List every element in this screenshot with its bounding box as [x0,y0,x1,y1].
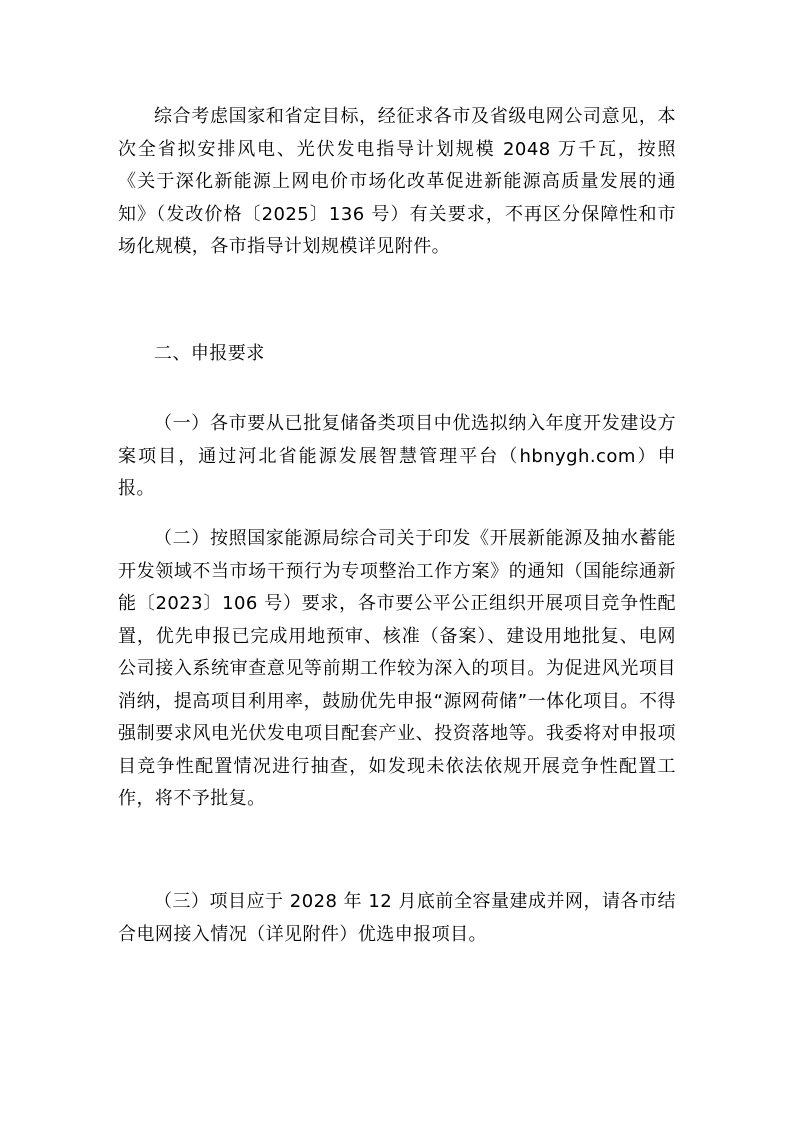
section-heading-requirements: 二、申报要求 [154,343,265,364]
paragraph-planning-scale: 综合考虑国家和省定目标，经征求各市及省级电网公司意见，本次全省拟安排风电、光伏发电指导计划规模 2048 万千瓦，按照《关于深化新能源上网电价市场化改革促进新能源高质量发展的通知》（发改价格〔2025〕136 号）有关要求，不再区分保障性和市场化规模，各市指导计划规模详见附件。 [118,106,676,257]
paragraph-requirement-2: （二）按照国家能源局综合司关于印发《开展新能源及抽水蓄能开发领域不当市场干预行为专项整治工作方案》的通知（国能综通新能〔2023〕106 号）要求，各市要公平公正组织开展项目竞争性配置，优先申报已完成用地预审、核准（备案）、建设用地批复、电网公司接入系统审查意见等前期工作较为深入的项目。为促进风光项目消纳，提高项目利用率，鼓励优先申报“源网荷储”一体化项目。不得强制要求风电光伏发电项目配套产业、投资落地等。我委将对申报项目竞争性配置情况进行抽查，如发现未依法依规开展竞争性配置工作，将不予批复。 [118,528,676,809]
paragraph-requirement-1: （一）各市要从已批复储备类项目中优选拟纳入年度开发建设方案项目，通过河北省能源发展智慧管理平台（hbnygh.com）申报。 [118,413,676,499]
paragraph-requirement-3: （三）项目应于 2028 年 12 月底前全容量建成并网，请各市结合电网接入情况（详见附件）优选申报项目。 [118,891,676,945]
